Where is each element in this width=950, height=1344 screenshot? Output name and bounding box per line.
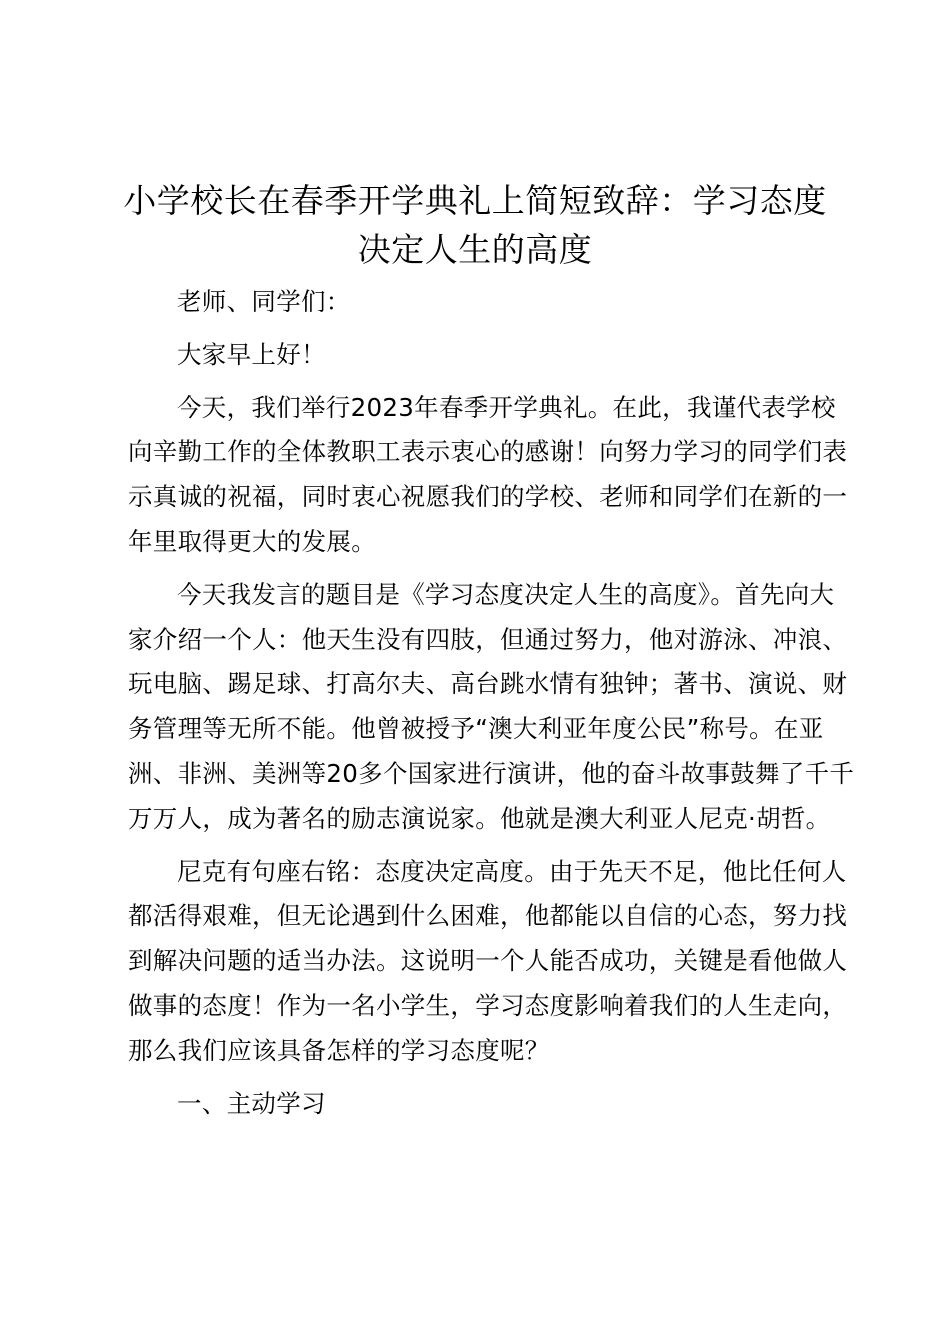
document-title: 小学校长在春季开学典礼上简短致辞：学习态度决定人生的高度: [123, 181, 827, 269]
document-body: [128, 280, 858, 1126]
paragraph-opening: 今天，我们举行2023年春季开学典礼。在此，我谨代表学校向辛勤工作的全体教职工表示衷心的感谢！向努力学习的同学们表示真诚的祝福，同时衷心祝愿我们的学校、老师和同学们在新的一年里取得更大的发展。: [128, 392, 848, 556]
salutation: 老师、同学们：: [177, 287, 351, 316]
paragraph-attitude: 尼克有句座右铭：态度决定高度。由于先天不足，他比任何人都活得艰难，但无论遇到什么困难，他都能以自信的心态，努力找到解决问题的适当办法。这说明一个人能否成功，关键是看他做人做事的态度！作为一名小学生，学习态度影响着我们的人生走向，那么我们应该具备怎样的学习态度呢？: [128, 856, 848, 1065]
section-heading: 一、主动学习: [177, 1088, 326, 1118]
paragraph-nick-intro: 今天我发言的题目是《学习态度决定人生的高度》。首先向大家介绍一个人：他天生没有四肢，但通过努力，他对游泳、冲浪、玩电脑、踢足球、打高尔夫、高台跳水情有独钟；著书、演说、财务管理等无所不能。他曾被授予“澳大利亚年度公民”称号。在亚洲、非洲、美洲等20多个国家进行演讲，他的奋斗故事鼓舞了千千万万人，成为著名的励志演说家。他就是澳大利亚人尼克·胡哲。: [128, 579, 855, 833]
greeting: 大家早上好！: [177, 339, 326, 369]
